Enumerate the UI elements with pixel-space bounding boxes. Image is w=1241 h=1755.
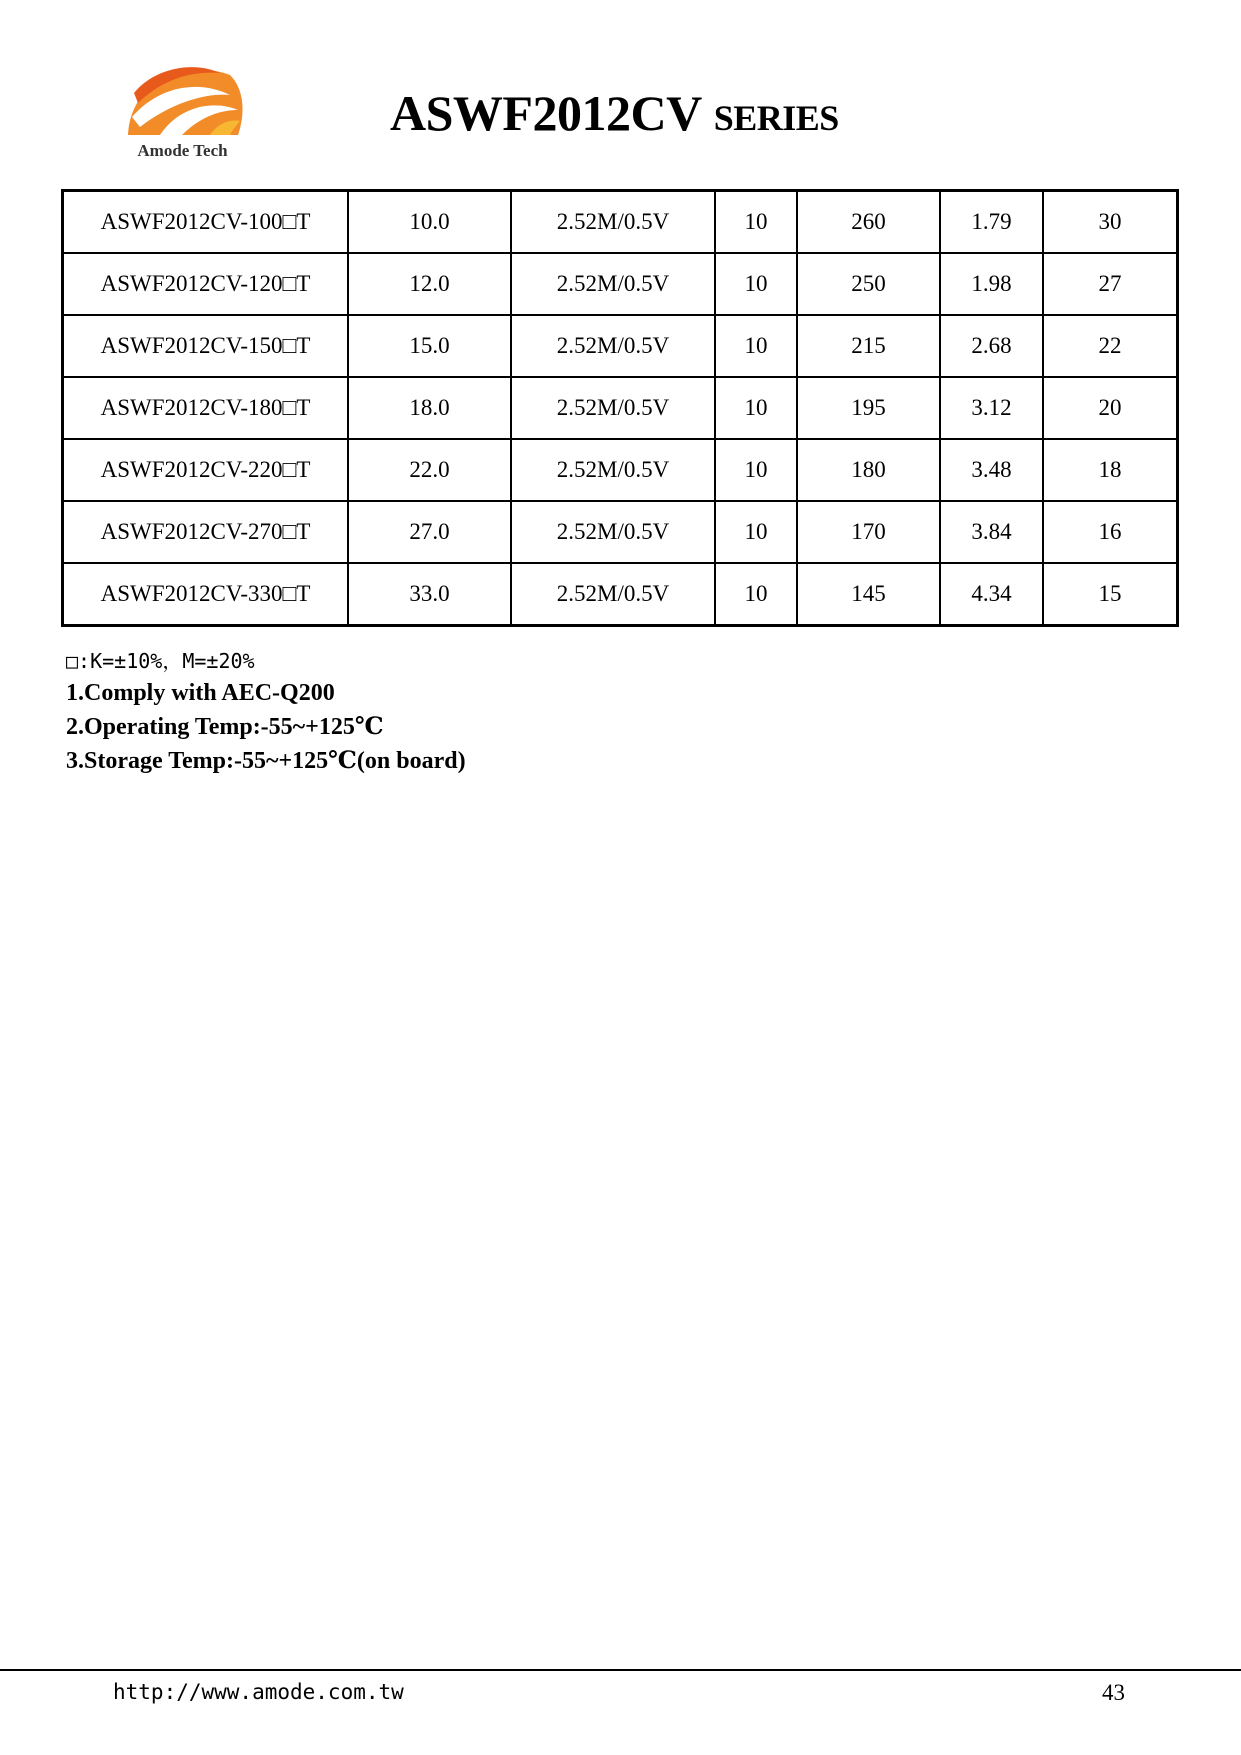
part-number-cell: ASWF2012CV-120□T	[63, 253, 349, 315]
table-cell: 10	[715, 501, 797, 563]
logo-company-name: Amode Tech	[137, 141, 228, 160]
table-cell: 1.79	[940, 191, 1043, 254]
company-logo	[120, 55, 260, 165]
table-cell: 15	[1043, 563, 1178, 626]
part-number-cell: ASWF2012CV-270□T	[63, 501, 349, 563]
table-cell: 20	[1043, 377, 1178, 439]
table-cell: 2.52M/0.5V	[511, 439, 715, 501]
page-number: 43	[1102, 1680, 1125, 1705]
table-cell: 2.52M/0.5V	[511, 377, 715, 439]
table-cell: 18.0	[348, 377, 511, 439]
logo-swoosh-icon	[120, 55, 245, 141]
series-name: ASWF2012CV	[390, 85, 702, 141]
table-cell: 2.52M/0.5V	[511, 253, 715, 315]
table-row	[63, 501, 1178, 563]
page-title	[390, 84, 839, 142]
part-number-cell: ASWF2012CV-180□T	[63, 377, 349, 439]
table-cell: 10	[715, 315, 797, 377]
table-cell: 250	[797, 253, 940, 315]
table-cell: 3.48	[940, 439, 1043, 501]
specification-table	[61, 189, 1179, 627]
table-cell: 215	[797, 315, 940, 377]
table-cell: 2.52M/0.5V	[511, 563, 715, 626]
table-cell: 10.0	[348, 191, 511, 254]
footer-divider	[0, 1669, 1241, 1671]
part-number-cell: ASWF2012CV-220□T	[63, 439, 349, 501]
table-cell: 27.0	[348, 501, 511, 563]
table-cell: 10	[715, 439, 797, 501]
footer-url: http://www.amode.com.tw	[113, 1680, 404, 1704]
table-cell: 30	[1043, 191, 1178, 254]
table-cell: 10	[715, 253, 797, 315]
table-cell: 2.52M/0.5V	[511, 501, 715, 563]
table-row	[63, 377, 1178, 439]
table-cell: 10	[715, 191, 797, 254]
table-row	[63, 439, 1178, 501]
note-operating-temp: 2.Operating Temp:-55~+125℃	[66, 714, 384, 740]
table-cell: 3.84	[940, 501, 1043, 563]
table-row	[63, 253, 1178, 315]
tolerance-note: □:K=±10%，M=±20%	[66, 649, 255, 673]
table-cell: 180	[797, 439, 940, 501]
notes-section	[66, 646, 466, 778]
table-cell: 10	[715, 377, 797, 439]
table-cell: 22.0	[348, 439, 511, 501]
table-cell: 22	[1043, 315, 1178, 377]
specification-table-body	[63, 191, 1178, 626]
table-cell: 15.0	[348, 315, 511, 377]
table-cell: 2.52M/0.5V	[511, 315, 715, 377]
note-aec-q200: 1.Comply with AEC-Q200	[66, 680, 335, 706]
table-cell: 18	[1043, 439, 1178, 501]
table-cell: 2.52M/0.5V	[511, 191, 715, 254]
table-cell: 10	[715, 563, 797, 626]
table-cell: 2.68	[940, 315, 1043, 377]
table-cell: 4.34	[940, 563, 1043, 626]
table-cell: 170	[797, 501, 940, 563]
part-number-cell: ASWF2012CV-150□T	[63, 315, 349, 377]
table-cell: 1.98	[940, 253, 1043, 315]
series-label: SERIES	[713, 98, 839, 138]
table-cell: 27	[1043, 253, 1178, 315]
table-row	[63, 315, 1178, 377]
table-cell: 195	[797, 377, 940, 439]
part-number-cell: ASWF2012CV-100□T	[63, 191, 349, 254]
table-cell: 260	[797, 191, 940, 254]
table-row	[63, 563, 1178, 626]
part-number-cell: ASWF2012CV-330□T	[63, 563, 349, 626]
table-cell: 145	[797, 563, 940, 626]
table-cell: 3.12	[940, 377, 1043, 439]
table-cell: 16	[1043, 501, 1178, 563]
note-storage-temp: 3.Storage Temp:-55~+125℃(on board)	[66, 748, 466, 774]
table-cell: 12.0	[348, 253, 511, 315]
table-cell: 33.0	[348, 563, 511, 626]
table-row	[63, 191, 1178, 254]
